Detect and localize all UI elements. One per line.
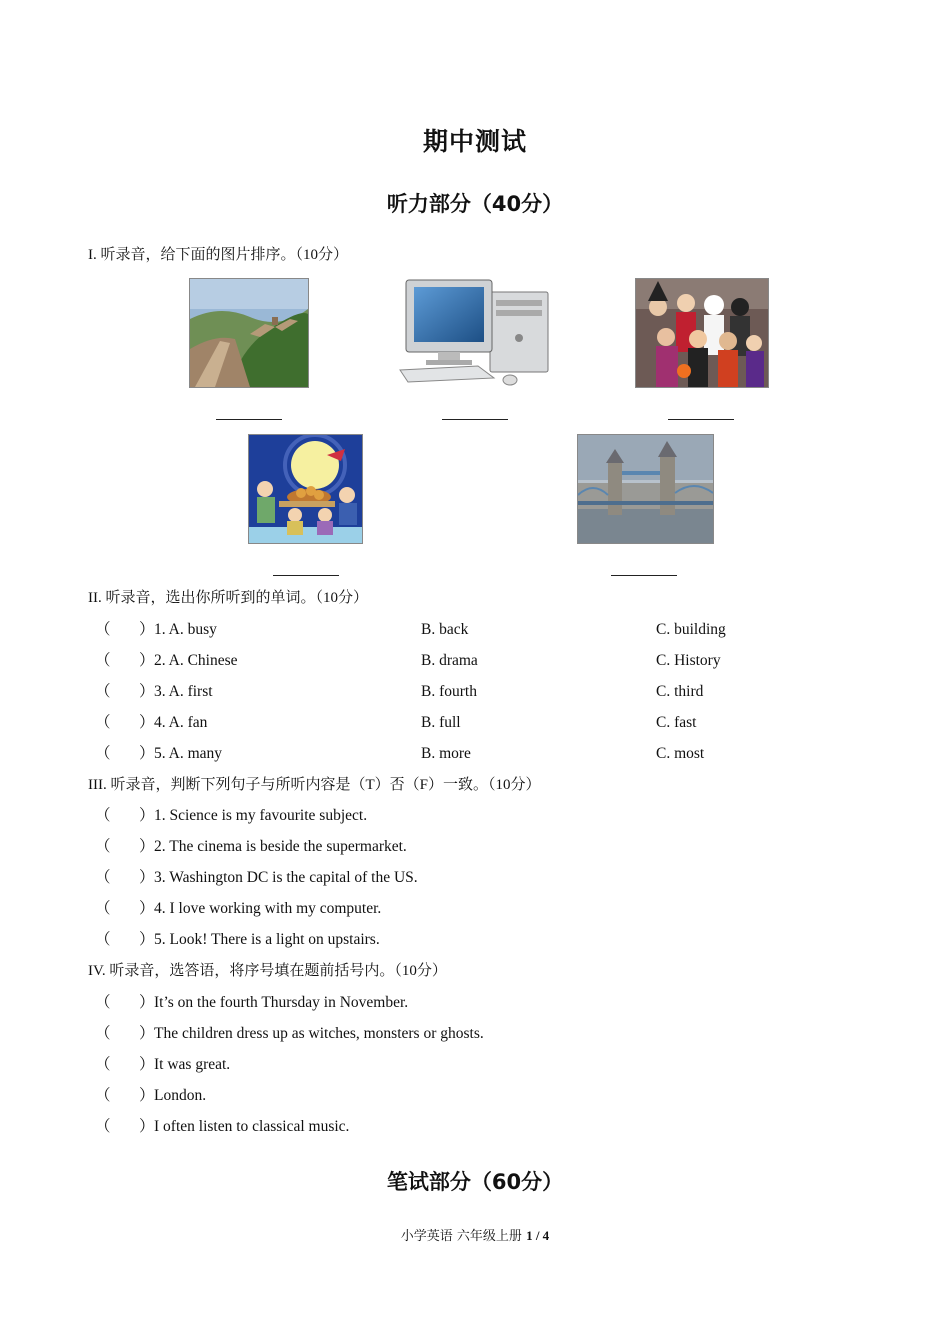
option-a: 1. A. busy bbox=[154, 621, 217, 638]
part2-heading: II. 听录音，选出你所听到的单词。（10分） bbox=[88, 590, 368, 606]
response-text: It’s on the fourth Thursday in November. bbox=[154, 994, 409, 1011]
answer-paren-open[interactable]: （ bbox=[95, 838, 111, 855]
answer-paren-close: ） bbox=[139, 714, 155, 731]
halloween-image bbox=[635, 278, 769, 388]
option-b: B. fourth bbox=[421, 683, 477, 700]
response-text: I often listen to classical music. bbox=[154, 1118, 350, 1135]
answer-paren-close: ） bbox=[139, 1056, 155, 1073]
option-b: B. full bbox=[421, 714, 461, 731]
answer-blank-3[interactable] bbox=[668, 419, 734, 420]
computer-image bbox=[398, 278, 550, 388]
response-text: It was great. bbox=[154, 1056, 231, 1073]
answer-paren-open[interactable]: （ bbox=[95, 900, 111, 917]
option-c: C. most bbox=[656, 745, 705, 762]
answer-paren-open[interactable]: （ bbox=[95, 745, 111, 762]
statement-text: 2. The cinema is beside the supermarket. bbox=[154, 838, 407, 855]
option-c: C. third bbox=[656, 683, 704, 700]
option-a: 4. A. fan bbox=[154, 714, 208, 731]
statement-text: 4. I love working with my computer. bbox=[154, 900, 382, 917]
option-b: B. drama bbox=[421, 652, 478, 669]
answer-paren-close: ） bbox=[139, 1087, 155, 1104]
answer-paren-close: ） bbox=[139, 1118, 155, 1135]
answer-paren-open[interactable]: （ bbox=[95, 994, 111, 1011]
part3-heading: III. 听录音，判断下列句子与所听内容是（T）否（F）一致。（10分） bbox=[88, 777, 541, 793]
response-text: London. bbox=[154, 1087, 207, 1104]
option-b: B. back bbox=[421, 621, 469, 638]
answer-blank-5[interactable] bbox=[611, 575, 677, 576]
answer-paren-open[interactable]: （ bbox=[95, 869, 111, 886]
answer-paren-close: ） bbox=[139, 869, 155, 886]
writing-section-title: 笔试部分（60分） bbox=[386, 1170, 564, 1194]
option-b: B. more bbox=[421, 745, 471, 762]
answer-paren-open[interactable]: （ bbox=[95, 621, 111, 638]
answer-paren-close: ） bbox=[139, 745, 155, 762]
answer-paren-open[interactable]: （ bbox=[95, 1118, 111, 1135]
footer-text: 小学英语 六年级上册 bbox=[400, 1229, 527, 1244]
answer-paren-open[interactable]: （ bbox=[95, 1087, 111, 1104]
answer-paren-open[interactable]: （ bbox=[95, 931, 111, 948]
part4-heading: IV. 听录音，选答语，将序号填在题前括号内。（10分） bbox=[88, 963, 447, 979]
option-a: 2. A. Chinese bbox=[154, 652, 238, 669]
answer-blank-2[interactable] bbox=[442, 419, 508, 420]
option-c: C. building bbox=[656, 621, 726, 638]
statement-text: 1. Science is my favourite subject. bbox=[154, 807, 368, 824]
page-number: 1 / 4 bbox=[526, 1228, 550, 1243]
tower-bridge-image bbox=[577, 434, 714, 544]
answer-blank-1[interactable] bbox=[216, 419, 282, 420]
option-a: 5. A. many bbox=[154, 745, 223, 762]
option-a: 3. A. first bbox=[154, 683, 213, 700]
answer-paren-open[interactable]: （ bbox=[95, 1025, 111, 1042]
great-wall-image bbox=[189, 278, 309, 388]
statement-text: 3. Washington DC is the capital of the US. bbox=[154, 869, 418, 886]
answer-paren-close: ） bbox=[139, 683, 155, 700]
answer-paren-close: ） bbox=[139, 807, 155, 824]
answer-paren-open[interactable]: （ bbox=[95, 1056, 111, 1073]
answer-paren-close: ） bbox=[139, 652, 155, 669]
answer-paren-close: ） bbox=[139, 621, 155, 638]
option-c: C. fast bbox=[656, 714, 697, 731]
answer-paren-open[interactable]: （ bbox=[95, 652, 111, 669]
answer-paren-close: ） bbox=[139, 838, 155, 855]
answer-paren-open[interactable]: （ bbox=[95, 714, 111, 731]
option-c: C. History bbox=[656, 652, 721, 669]
listening-section-title: 听力部分（40分） bbox=[386, 192, 564, 216]
mid-autumn-image bbox=[248, 434, 363, 544]
part1-heading: I. 听录音，给下面的图片排序。（10分） bbox=[88, 247, 348, 263]
answer-paren-close: ） bbox=[139, 900, 155, 917]
statement-text: 5. Look! There is a light on upstairs. bbox=[154, 931, 380, 948]
response-text: The children dress up as witches, monsters or ghosts. bbox=[154, 1025, 484, 1042]
answer-paren-close: ） bbox=[139, 931, 155, 948]
answer-paren-open[interactable]: （ bbox=[95, 683, 111, 700]
page-footer bbox=[0, 1225, 950, 1244]
page-title: 期中测试 bbox=[422, 127, 527, 156]
answer-paren-open[interactable]: （ bbox=[95, 807, 111, 824]
answer-blank-4[interactable] bbox=[273, 575, 339, 576]
answer-paren-close: ） bbox=[139, 994, 155, 1011]
answer-paren-close: ） bbox=[139, 1025, 155, 1042]
